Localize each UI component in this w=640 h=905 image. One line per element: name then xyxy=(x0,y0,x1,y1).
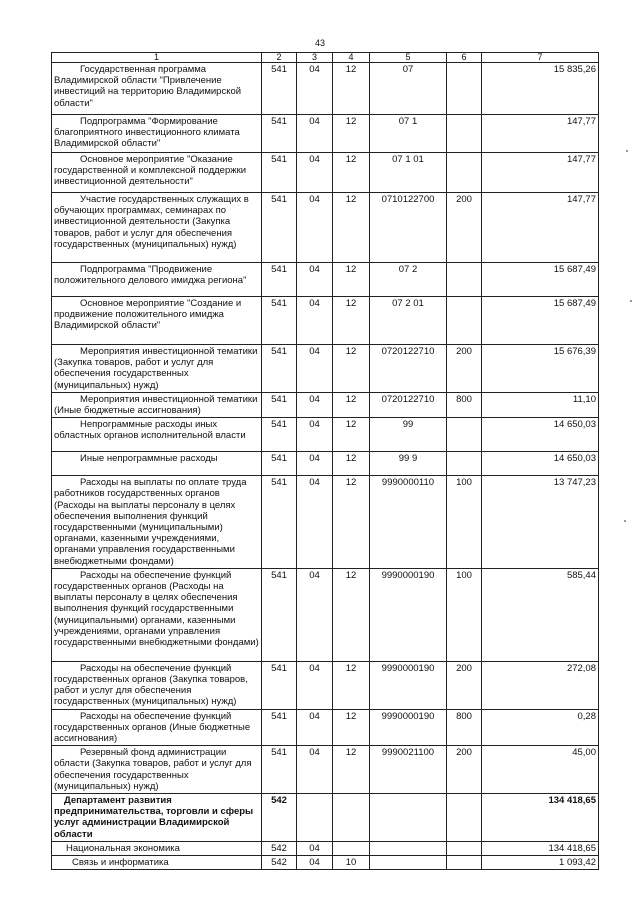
row-col2: 541 xyxy=(262,263,297,297)
row-col5: 07 xyxy=(370,63,447,115)
row-col2: 541 xyxy=(262,392,297,417)
row-col6 xyxy=(447,841,482,855)
row-col3: 04 xyxy=(297,856,333,870)
scan-speck xyxy=(626,150,628,152)
row-col5 xyxy=(370,841,447,855)
row-col3: 04 xyxy=(297,153,333,193)
scan-speck xyxy=(624,520,626,522)
row-amount: 14 650,03 xyxy=(482,452,599,476)
row-amount: 45,00 xyxy=(482,746,599,794)
row-col4: 12 xyxy=(333,661,370,709)
row-col6 xyxy=(447,452,482,476)
col-header-3: 3 xyxy=(297,53,333,63)
row-col3 xyxy=(297,794,333,842)
col-header-6: 6 xyxy=(447,53,482,63)
row-name xyxy=(52,841,262,855)
row-name-text: Расходы на обеспечение функций государственных органов (Закупка товаров, работ и услуг для обеспечения государственных (муниципальных) нужд) xyxy=(54,662,248,708)
row-name xyxy=(52,153,262,193)
row-amount: 134 418,65 xyxy=(482,841,599,855)
row-amount: 134 418,65 xyxy=(482,794,599,842)
row-col3: 04 xyxy=(297,418,333,452)
row-col4: 12 xyxy=(333,392,370,417)
row-name xyxy=(52,452,262,476)
row-name xyxy=(52,297,262,345)
row-name xyxy=(52,115,262,153)
row-amount: 1 093,42 xyxy=(482,856,599,870)
row-amount: 147,77 xyxy=(482,115,599,153)
row-name-text: Связь и информатика xyxy=(72,857,169,869)
table-row xyxy=(52,856,599,870)
row-col4 xyxy=(333,794,370,842)
row-amount: 272,08 xyxy=(482,661,599,709)
row-name-text: Расходы на обеспечение функций государственных органов (Расходы на выплаты персоналу в целях обеспечения выполнения функций государственными (муниципальными) органами, казенными учреждениями, органами управления государственными внебюджетными фондами) xyxy=(54,569,259,649)
table-row xyxy=(52,476,599,569)
row-col3: 04 xyxy=(297,263,333,297)
row-col5: 9990000190 xyxy=(370,568,447,661)
row-name-text: Расходы на выплаты по оплате труда работников государственных органов (Расходы на выплаты персоналу в целях обеспечения выполнения функций государственными (муниципальными) органами, казенными учреждениями, органами управления государственными внебюджетными фондами) xyxy=(54,477,247,567)
row-col3: 04 xyxy=(297,841,333,855)
row-name xyxy=(52,263,262,297)
row-col6 xyxy=(447,856,482,870)
row-col4: 12 xyxy=(333,345,370,393)
row-name xyxy=(52,661,262,709)
row-name-text: Департамент развития предпринимательства, торговли и сферы услуг администрации Владимирской области xyxy=(54,795,254,840)
row-amount: 11,10 xyxy=(482,392,599,417)
row-name-text: Национальная экономика xyxy=(66,842,180,854)
col-header-5: 5 xyxy=(370,53,447,63)
row-col2: 542 xyxy=(262,794,297,842)
row-name xyxy=(52,392,262,417)
row-col2: 541 xyxy=(262,297,297,345)
row-name-text: Непрограммные расходы иных областных органов исполнительной власти xyxy=(54,419,246,442)
row-name-text: Подпрограмма "Продвижение положительного делового имиджа региона" xyxy=(54,264,247,287)
col-header-4: 4 xyxy=(333,53,370,63)
row-name-text: Основное мероприятие "Создание и продвижение положительного имиджа Владимирской области" xyxy=(54,298,242,332)
row-col2: 541 xyxy=(262,115,297,153)
row-col5: 9990000190 xyxy=(370,709,447,746)
row-col2: 541 xyxy=(262,193,297,263)
table-row xyxy=(52,115,599,153)
row-amount: 585,44 xyxy=(482,568,599,661)
row-col2: 541 xyxy=(262,568,297,661)
row-col4: 12 xyxy=(333,153,370,193)
row-col3: 04 xyxy=(297,568,333,661)
row-col2: 541 xyxy=(262,63,297,115)
row-name xyxy=(52,709,262,746)
table-row xyxy=(52,661,599,709)
table-row xyxy=(52,452,599,476)
row-col5: 07 1 01 xyxy=(370,153,447,193)
row-name xyxy=(52,345,262,393)
row-col6 xyxy=(447,794,482,842)
row-amount: 13 747,23 xyxy=(482,476,599,569)
row-col2: 541 xyxy=(262,709,297,746)
row-col4: 12 xyxy=(333,63,370,115)
row-col5 xyxy=(370,856,447,870)
row-name xyxy=(52,418,262,452)
row-amount: 147,77 xyxy=(482,193,599,263)
row-col3: 04 xyxy=(297,115,333,153)
table-row xyxy=(52,297,599,345)
row-name-text: Мероприятия инвестиционной тематики (Иные бюджетные ассигнования) xyxy=(54,393,258,417)
row-col2: 541 xyxy=(262,153,297,193)
table-row xyxy=(52,63,599,115)
row-col6: 200 xyxy=(447,661,482,709)
row-col2: 541 xyxy=(262,418,297,452)
row-col2: 541 xyxy=(262,476,297,569)
row-amount: 15 676,39 xyxy=(482,345,599,393)
page-number: 43 xyxy=(314,38,325,48)
col-header-2: 2 xyxy=(262,53,297,63)
row-col6: 200 xyxy=(447,746,482,794)
row-col2: 541 xyxy=(262,345,297,393)
row-col4: 12 xyxy=(333,418,370,452)
row-col4: 12 xyxy=(333,115,370,153)
row-col5: 07 2 xyxy=(370,263,447,297)
row-col5: 9990000190 xyxy=(370,661,447,709)
row-col3: 04 xyxy=(297,297,333,345)
row-name-text: Мероприятия инвестиционной тематики (Закупка товаров, работ и услуг для обеспечения государственных (муниципальных) нужд) xyxy=(54,346,258,391)
row-col6 xyxy=(447,263,482,297)
scan-speck xyxy=(630,300,632,302)
row-name xyxy=(52,63,262,115)
row-col3: 04 xyxy=(297,392,333,417)
row-name-text: Расходы на обеспечение функций государственных органов (Иные бюджетные ассигнования) xyxy=(54,710,251,745)
row-col6 xyxy=(447,418,482,452)
row-name-text: Основное мероприятие "Оказание государственной и комплексной поддержки инвестиционной деятельности" xyxy=(54,154,247,188)
table-row xyxy=(52,709,599,746)
row-col4: 12 xyxy=(333,297,370,345)
row-col4: 12 xyxy=(333,476,370,569)
row-col5: 99 xyxy=(370,418,447,452)
table-row xyxy=(52,345,599,393)
row-col2: 541 xyxy=(262,661,297,709)
row-col4: 12 xyxy=(333,263,370,297)
table-row xyxy=(52,263,599,297)
row-name-text: Иные непрограммные расходы xyxy=(80,453,218,465)
row-col4: 12 xyxy=(333,452,370,476)
row-col3: 04 xyxy=(297,345,333,393)
row-col6: 200 xyxy=(447,193,482,263)
row-col4 xyxy=(333,841,370,855)
table-row xyxy=(52,193,599,263)
row-amount: 15 835,26 xyxy=(482,63,599,115)
row-name xyxy=(52,794,262,842)
row-col3: 04 xyxy=(297,661,333,709)
row-col6 xyxy=(447,297,482,345)
table-row xyxy=(52,568,599,661)
row-col4: 12 xyxy=(333,568,370,661)
row-col5: 9990021100 xyxy=(370,746,447,794)
row-col5: 0720122710 xyxy=(370,345,447,393)
row-col5: 07 2 01 xyxy=(370,297,447,345)
row-col5: 07 1 xyxy=(370,115,447,153)
row-col3: 04 xyxy=(297,452,333,476)
row-amount: 15 687,49 xyxy=(482,263,599,297)
row-name xyxy=(52,476,262,569)
row-col5 xyxy=(370,794,447,842)
row-col4: 12 xyxy=(333,746,370,794)
row-col3: 04 xyxy=(297,63,333,115)
row-col6: 800 xyxy=(447,709,482,746)
row-col2: 541 xyxy=(262,452,297,476)
header-row xyxy=(52,53,599,63)
row-col5: 99 9 xyxy=(370,452,447,476)
row-name xyxy=(52,746,262,794)
col-header-1: 1 xyxy=(52,53,262,63)
row-amount: 0,28 xyxy=(482,709,599,746)
row-col6 xyxy=(447,153,482,193)
row-col2: 542 xyxy=(262,841,297,855)
row-col3: 04 xyxy=(297,709,333,746)
row-col4: 10 xyxy=(333,856,370,870)
row-col6: 100 xyxy=(447,568,482,661)
row-col6: 200 xyxy=(447,345,482,393)
table-row xyxy=(52,392,599,417)
row-col5: 9990000110 xyxy=(370,476,447,569)
row-amount: 15 687,49 xyxy=(482,297,599,345)
row-name xyxy=(52,568,262,661)
table-row xyxy=(52,153,599,193)
row-name-text: Участие государственных служащих в обучающих программах, семинарах по инвестиционной деятельности (Закупка товаров, работ и услуг для обеспечения государственных (муниципальных) нужд) xyxy=(54,194,249,250)
row-col3: 04 xyxy=(297,476,333,569)
table-row xyxy=(52,746,599,794)
row-col6 xyxy=(447,115,482,153)
row-name-text: Подпрограмма "Формирование благоприятного инвестиционного климата Владимирской области" xyxy=(54,116,240,150)
row-amount: 14 650,03 xyxy=(482,418,599,452)
row-col4: 12 xyxy=(333,193,370,263)
col-header-7: 7 xyxy=(482,53,599,63)
row-col6: 800 xyxy=(447,392,482,417)
row-name xyxy=(52,856,262,870)
row-amount: 147,77 xyxy=(482,153,599,193)
row-col6: 100 xyxy=(447,476,482,569)
row-col2: 541 xyxy=(262,746,297,794)
table-row xyxy=(52,794,599,842)
row-name-text: Резервный фонд администрации области (Закупка товаров, работ и услуг для обеспечения государственных (муниципальных) нужд) xyxy=(54,747,252,792)
table-row xyxy=(52,841,599,855)
row-col6 xyxy=(447,63,482,115)
row-col2: 542 xyxy=(262,856,297,870)
row-col5: 0710122700 xyxy=(370,193,447,263)
row-col5: 0720122710 xyxy=(370,392,447,417)
budget-table xyxy=(51,52,599,870)
table-row xyxy=(52,418,599,452)
row-col4: 12 xyxy=(333,709,370,746)
row-col3: 04 xyxy=(297,193,333,263)
row-name-text: Государственная программа Владимирской области "Привлечение инвестиций на территорию Владимирской области" xyxy=(54,64,242,109)
row-col3: 04 xyxy=(297,746,333,794)
row-name xyxy=(52,193,262,263)
